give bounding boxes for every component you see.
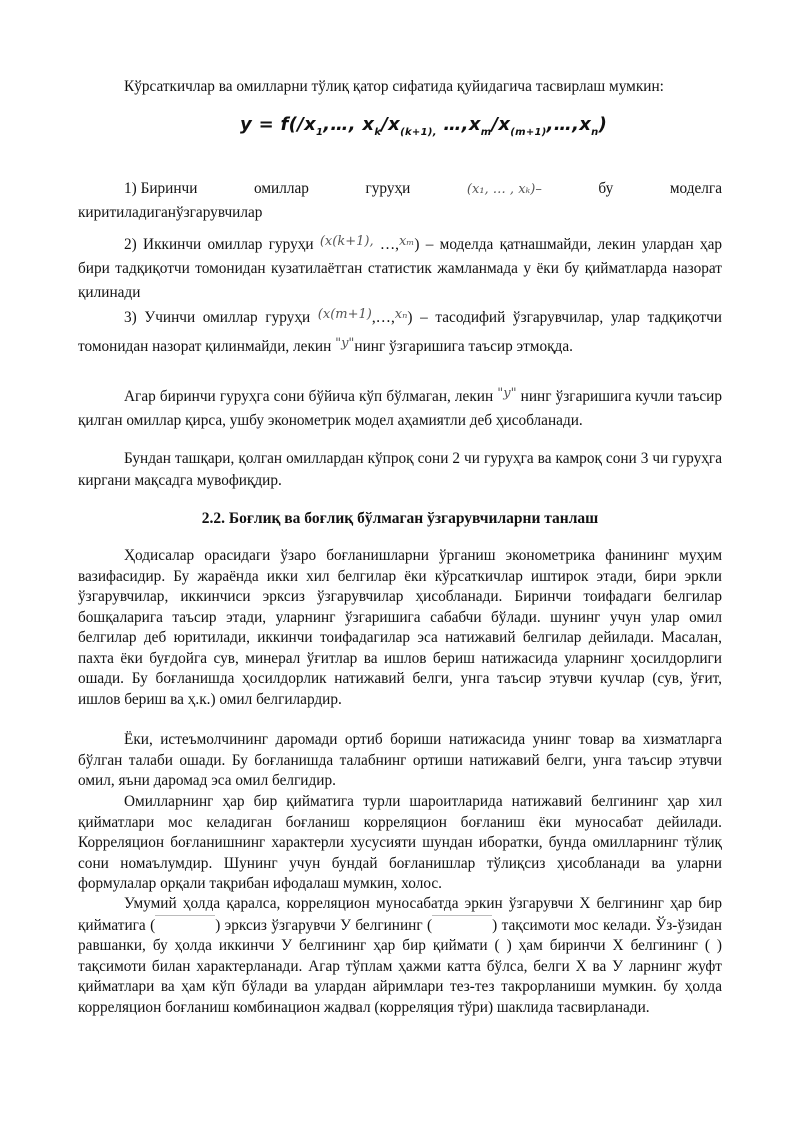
significance-text: Агар биринчи гуруҳга сони бўйича кўп бўлмаган, лекин [124, 388, 498, 405]
formula-part: ,…, x [323, 114, 375, 135]
model-formula [240, 114, 607, 138]
group-1-word: гуруҳи [365, 180, 411, 197]
group-2-text: ) – моделда қатнашмайди, лекин улардан ҳар бири тадқиқотчи томонидан кузатилаётган статистик жамланмада у ёки бу қийматларда назорат қилинади [78, 236, 723, 301]
formula-sub: (k+1), [400, 127, 437, 138]
group-3-text: 3) Учинчи омиллар гуруҳи [124, 309, 318, 326]
body-4-text: ) эрксиз ўзгарувчи У белгининг ( [215, 916, 433, 934]
formula-sub: n [591, 127, 599, 138]
grouping-paragraph [78, 448, 722, 492]
formula-part: ,…,x [546, 114, 592, 135]
significance-text: нинг ўзгаришига кучли таъсир қилган омиллар қирса, ушбу эконометрик модел аҳамиятли деб ҳисобланади. [78, 388, 723, 429]
group-3-text: нинг ўзгаришига таъсир этмоқда. [354, 338, 573, 355]
formula-sub: m [480, 127, 492, 138]
group-1-math: (x₁, … , xₖ)– [466, 182, 542, 197]
formula-part: ) [598, 114, 608, 135]
grouping-text: Бундан ташқари, қолган омиллардан кўпроқ сони 2 чи гуруҳга ва камроқ сони 3 чи гуруҳга киргани мақсадга мувофиқдир. [78, 450, 722, 489]
body-paragraph-4 [78, 894, 722, 1018]
formula-part: /x [381, 114, 401, 135]
significance-paragraph [78, 382, 722, 433]
intro-text: Кўрсаткичлар ва омилларни тўлиқ қатор сифатида қуйидагича тасвирлаш мумкин: [124, 78, 664, 95]
formula-part: /x [491, 114, 511, 135]
blank-placeholder [432, 915, 492, 916]
body-paragraph-1: Ҳодисалар орасидаги ўзаро боғланишларни ўрганиш эконометрика фанининг муҳим вазифасидир. Бу жараёнда икки хил белгилар ёки кўрсаткичлар иштирок этади, бири эркли ўзгарувчилар, иккинчиси эрксиз ўзгарувчилар ҳисобланади. Биринчи тоифадаги белгилар бошқаларига таъсир этади, уларнинг ўзгаришига сабабчи бўлади. шунинг учун улар омил белгилар деб юритилади, иккинчи тоифадагилар эса натижавий белгилар дейилади. Масалан, пахта ёки буғдойга сув, минерал ўғитлар ва ишлов бериш натижасида уларнинг ҳосилдорлиги ошади. Бу боғланишда ҳосилдорлик натижавий белги, унга таъсир этувчи кучлар (сув, ўғит, ишлов бериш ва ҳ.к.) омил белгилардир. [78, 547, 722, 708]
group-3-text: ) – тасодифий ўзгарувчилар, улар тадқиқотчи томонидан назорат қилинмайди, лекин [78, 309, 722, 355]
formula-sub: (m+1) [510, 127, 547, 138]
group-1-word: моделга [669, 180, 722, 197]
body-4-text: Умумий ҳолда қаралса, корреляцион муносабатда эркин ўзгарувчи Х белгининг ҳар бир қийматига ( [78, 895, 722, 934]
formula-part: …,x [436, 114, 481, 135]
group-1-word: омиллар [254, 180, 309, 197]
group-2-math: xₘ [399, 234, 415, 249]
formula-sub: k [374, 127, 382, 138]
group-1-number: 1) Биринчи [124, 180, 198, 197]
group-1-continuation: киритиладиганўзгарувчилар [78, 204, 263, 221]
body-4-text: ) тақсимоти мос келади. Ўз-ўзидан равшанки, бу ҳолда иккинчи У белгининг ҳар бир қиймати ( ) ҳам биринчи Х белгининг ( ) тақсимоти билан характерланади. Агар тўплам ҳажми катта бўлса, белги Х ва У ларнинг жуфт қийматлари ва ҳам кўп бўлади ва улардан айримлари тез-тез такрорланиши мумкин. бу ҳолда корреляцион боғланиш комбинацион жадвал (корреляция тўри) шаклида тасвирланади. [78, 916, 722, 1016]
section-heading: 2.2. Боғлиқ ва боғлиқ бўлмаган ўзгарувчиларни танлаш [201, 510, 599, 527]
group-1-line-2 [78, 202, 722, 224]
group-3-paragraph [78, 302, 722, 360]
formula-sub: 1 [316, 127, 324, 138]
group-3-text: ,…, [371, 309, 395, 326]
group-2-paragraph [78, 230, 722, 305]
body-paragraph-2: Ёки, истеъмолчининг даромади ортиб бориши натижасида унинг товар ва хизматларга бўлган талаби ошади. Бу боғланишда талабнинг ортиши натижавий белги, унга таъсир этувчи омил, яъни даромад эса омил белгидир. [78, 731, 722, 789]
group-3-math: xₙ [394, 307, 408, 322]
formula-part: y = f(/x [240, 114, 316, 135]
group-2-math: (x(k+1), [319, 234, 374, 249]
y-symbol: "y" [497, 386, 517, 401]
group-3-math: (x(m+1) [317, 307, 372, 322]
group-2-text: 2) Иккинчи омиллар гуруҳи [124, 236, 320, 253]
y-symbol: "y" [335, 336, 355, 351]
group-1-line-1 [78, 178, 722, 201]
group-2-text: …, [373, 236, 400, 253]
intro-paragraph [78, 76, 722, 98]
body-paragraph-3: Омилларнинг ҳар бир қийматига турли шароитларида натижавий белгининг ҳар хил қийматлари мос келадиган боғланиш корреляцион боғланиш ёки муносабат дейилади. Корреляцион боғланишнинг характерли хусусияти шундан иборатки, бунда омилларнинг тўлиқ сони номаълумдир. Шунинг учун бундай боғланишлар тўлиқсиз ҳисобланади ва уларни формулалар орқали тақрибан ифодалаш мумкин, холос. [78, 793, 722, 892]
blank-placeholder [155, 915, 215, 916]
group-1-word: бу [598, 180, 614, 197]
